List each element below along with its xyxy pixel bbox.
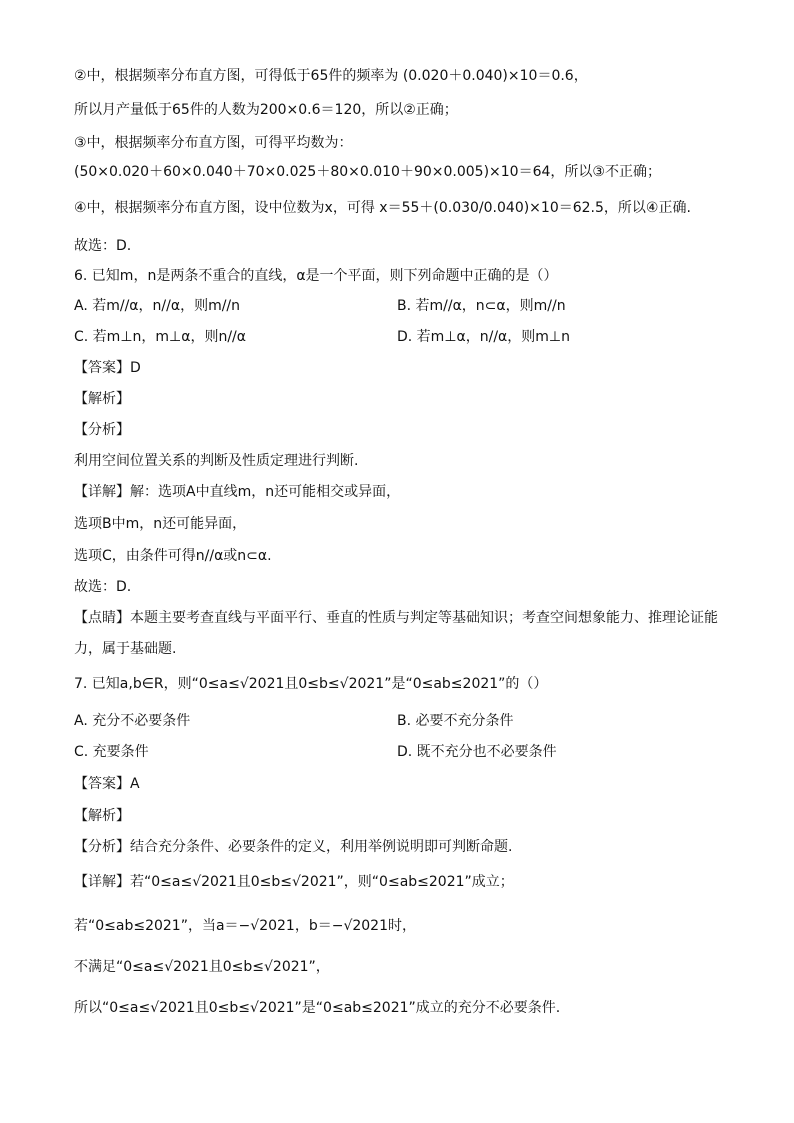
q7-analysis-heading: 【解析】 [74,808,130,824]
q7-answer: 【答案】A [74,776,140,792]
q6-answer: 【答案】D [74,360,141,376]
q7-option-d: D. 既不充分也不必要条件 [397,744,557,760]
q6-option-c: C. 若m⊥n，m⊥α，则n//α [74,329,246,345]
q6-comment-1: 【点睛】本题主要考查直线与平面平行、垂直的性质与判定等基础知识；考查空间想象能力、推理论证能 [74,610,718,626]
q7-fenxi: 【分析】结合充分条件、必要条件的定义，利用举例说明即可判断命题. [74,839,513,855]
text-line-6: 故选：D. [74,238,132,254]
text-line-2: 所以月产量低于65件的人数为200×0.6＝120，所以②正确； [74,102,458,118]
q7-detail-3: 不满足“0≤a≤√2021且0≤b≤√2021”， [74,959,330,975]
q6-option-b: B. 若m//α，n⊂α，则m//n [397,298,566,314]
q6-option-a: A. 若m//α，n//α，则m//n [74,298,241,314]
q6-fenxi-text: 利用空间位置关系的判断及性质定理进行判断. [74,453,359,469]
text-line-4: (50×0.020＋60×0.040＋70×0.025＋80×0.010＋90×0.005)×10＝64，所以③不正确； [74,164,661,180]
text-line-5: ④中，根据频率分布直方图，设中位数为x，可得 x＝55＋(0.030/0.040)×10＝62.5，所以④正确. [74,200,691,216]
q6-fenxi-heading: 【分析】 [74,422,130,438]
text-line-1: ②中，根据频率分布直方图，可得低于65件的频率为 (0.020＋0.040)×10＝0.6， [74,68,588,84]
q7-option-b: B. 必要不充分条件 [397,713,514,729]
q6-choice: 故选：D. [74,579,132,595]
q7-option-c: C. 充要条件 [74,744,149,760]
q6-detail-1: 【详解】解：选项A中直线m，n还可能相交或异面， [74,484,401,500]
question-6-stem: 6. 已知m，n是两条不重合的直线，α是一个平面，则下列命题中正确的是（） [74,268,558,284]
text-line-3: ③中，根据频率分布直方图，可得平均数为： [74,135,353,151]
q6-analysis-heading: 【解析】 [74,391,130,407]
q7-option-a: A. 充分不必要条件 [74,713,191,729]
q7-detail-2: 若“0≤ab≤2021”，当a＝−√2021，b＝−√2021时， [74,918,416,934]
q7-detail-1: 【详解】若“0≤a≤√2021且0≤b≤√2021”，则“0≤ab≤2021”成立； [74,874,514,890]
q6-detail-2: 选项B中m，n还可能异面， [74,516,247,532]
q6-detail-3: 选项C，由条件可得n//α或n⊂α. [74,548,272,564]
question-7-stem: 7. 已知a,b∈R，则“0≤a≤√2021且0≤b≤√2021”是“0≤ab≤2021”的（） [74,676,548,692]
q6-option-d: D. 若m⊥α，n//α，则m⊥n [397,329,570,345]
q6-comment-2: 力，属于基础题. [74,641,177,657]
q7-detail-4: 所以“0≤a≤√2021且0≤b≤√2021”是“0≤ab≤2021”成立的充分不必要条件. [74,1000,561,1016]
